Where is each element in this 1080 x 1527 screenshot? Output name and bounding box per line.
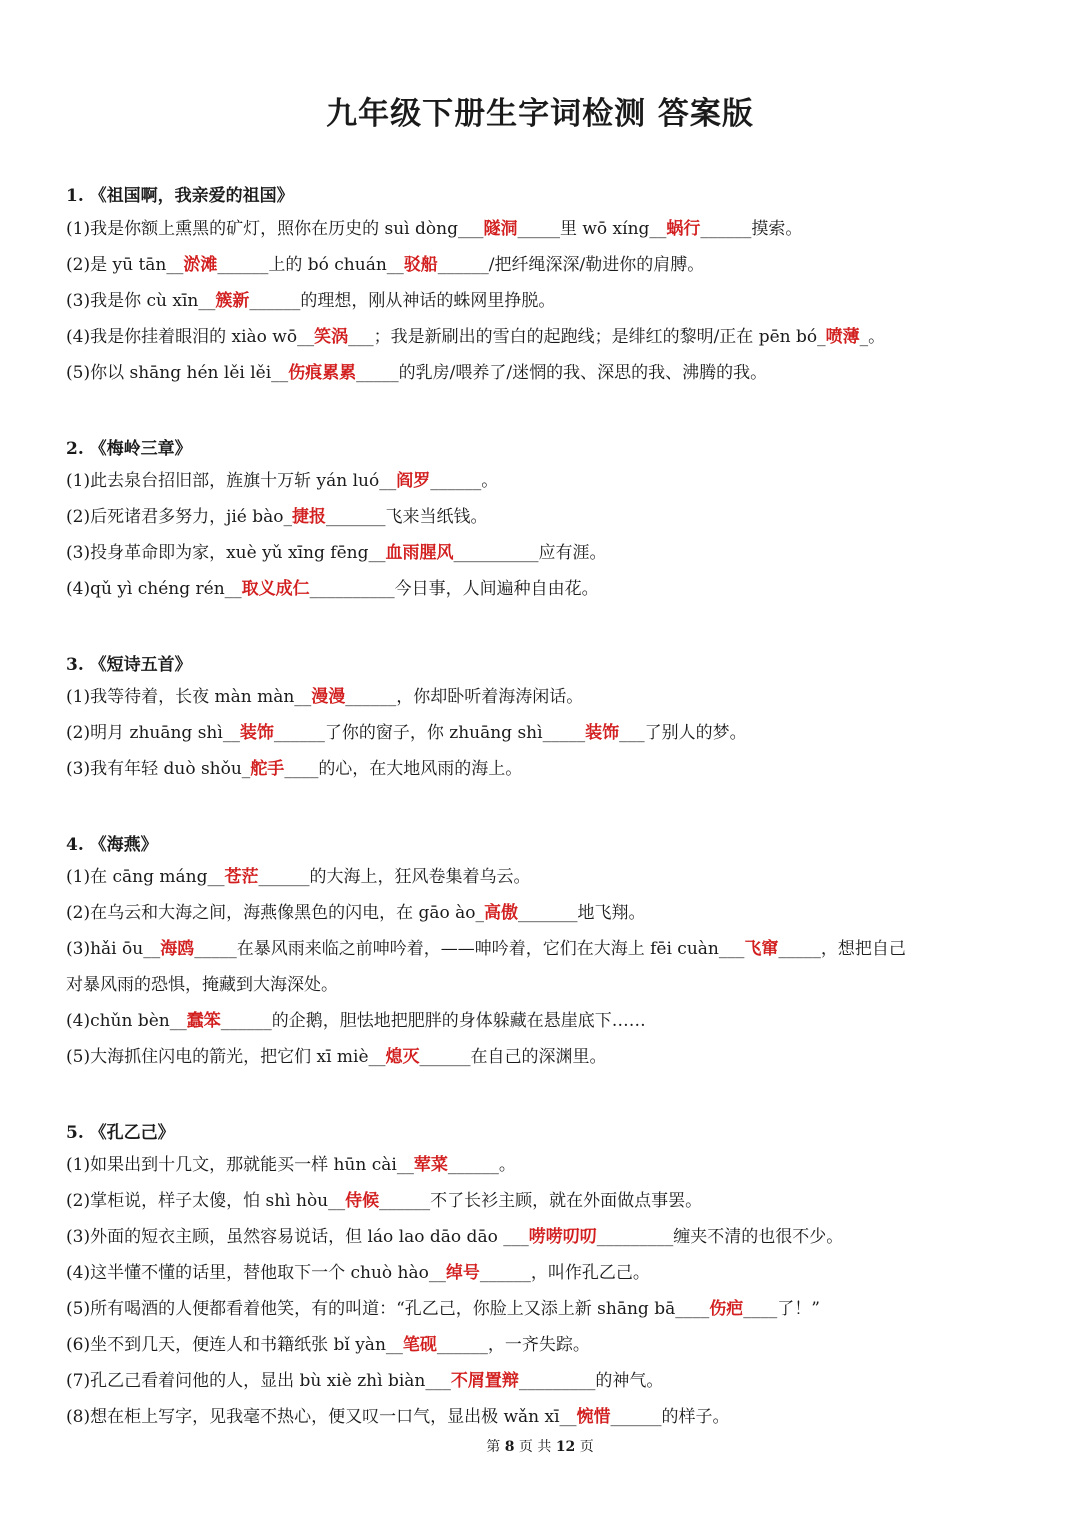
question-text: (3)外面的短衣主顾，虽然容易说话，但 láo lao dāo dāo ___: [66, 1227, 529, 1247]
question-line: [66, 902, 646, 924]
question-text: ______。: [430, 471, 499, 491]
answer-text: 漫漫: [311, 687, 346, 707]
footer-suffix: 页: [579, 1439, 594, 1455]
question-line: [66, 1046, 607, 1068]
section-heading: 2. 《梅岭三章》: [66, 439, 192, 459]
question-text: ______，叫作孔乙己。: [479, 1263, 650, 1283]
question-line: [66, 362, 767, 384]
question-text: ___；我是新刷出的雪白的起跑线；是绯红的黎明/正在 pēn bó_: [348, 327, 826, 347]
question-text: _______地飞翔。: [518, 903, 646, 923]
footer-prefix: 第: [486, 1439, 501, 1455]
answer-text: 簇新: [215, 291, 250, 311]
question-text: (5)所有喝酒的人便都看着他笑，有的叫道：“孔乙己，你脸上又添上新 shāng bā____: [66, 1299, 710, 1319]
question-text: ______的大海上，狂风卷集着乌云。: [258, 867, 531, 887]
question-text: ______的理想，刚从神话的蛛网里挣脱。: [249, 291, 556, 311]
question-text: (3)我是你 cù xīn__: [66, 291, 216, 311]
page-footer: [0, 1436, 1080, 1456]
question-text: (2)是 yū tān__: [66, 255, 184, 275]
question-line: [66, 758, 522, 780]
question-text: 对暴风雨的恐惧，掩藏到大海深处。: [66, 975, 338, 995]
section-heading: 3. 《短诗五首》: [66, 655, 192, 675]
question-text: __________应有涯。: [453, 543, 607, 563]
question-line: [66, 1190, 702, 1212]
section-heading: 1. 《祖国啊，我亲爱的祖国》: [66, 186, 294, 206]
answer-text: 熄灭: [385, 1047, 420, 1067]
question-text: (3)hǎi ōu__: [66, 939, 161, 959]
answer-text: 飞窜: [744, 939, 779, 959]
question-text: ______了你的窗子，你 zhuāng shì_____: [273, 723, 586, 743]
question-line: [66, 938, 906, 960]
question-text: _。: [859, 327, 886, 347]
footer-page-number: 8: [504, 1439, 515, 1455]
question-text: _______飞来当纸钱。: [326, 507, 488, 527]
question-text: (4)chǔn bèn__: [66, 1011, 187, 1031]
question-text: (4)qǔ yì chéng rén__: [66, 579, 242, 599]
question-text: ______不了长衫主顾，就在外面做点事罢。: [379, 1191, 703, 1211]
answer-text: 血雨腥风: [385, 543, 454, 563]
question-text: _____的乳房/喂养了/迷惘的我、深思的我、沸腾的我。: [356, 363, 768, 383]
question-line: [66, 578, 599, 600]
question-line: [66, 1406, 730, 1428]
answer-text: 不屑置辩: [450, 1371, 519, 1391]
question-text: ______，你却卧听着海涛闲话。: [345, 687, 584, 707]
question-line: [66, 506, 488, 528]
answer-text: 取义成仁: [241, 579, 310, 599]
answer-text: 侍候: [345, 1191, 380, 1211]
answer-text: 高傲: [484, 903, 519, 923]
answer-text: 舵手: [250, 759, 285, 779]
answer-text: 淤滩: [183, 255, 218, 275]
answer-text: 隧洞: [483, 219, 518, 239]
answer-text: 荤菜: [413, 1155, 448, 1175]
question-text: (3)我有年轻 duò shǒu_: [66, 759, 251, 779]
question-text: ____了！”: [743, 1299, 820, 1319]
question-line: [66, 542, 606, 564]
answer-text: 驳船: [403, 255, 438, 275]
question-text: ______/把纤绳深深/勒进你的肩膊。: [437, 255, 705, 275]
question-line: [66, 218, 802, 240]
question-line: [66, 686, 583, 708]
answer-text: 唠唠叨叨: [528, 1227, 597, 1247]
question-text: (1)我等待着，长夜 màn màn__: [66, 687, 312, 707]
question-text: ______，一齐失踪。: [436, 1335, 590, 1355]
question-text: (4)我是你挂着眼泪的 xiào wō__: [66, 327, 315, 347]
answer-text: 笔砚: [402, 1335, 437, 1355]
question-line: [66, 326, 885, 348]
question-text: ______。: [447, 1155, 516, 1175]
question-line: [66, 1334, 590, 1356]
section-heading: 5. 《孔乙己》: [66, 1123, 175, 1143]
answer-text: 捷报: [292, 507, 327, 527]
section-heading: 4. 《海燕》: [66, 835, 158, 855]
question-text: (4)这半懂不懂的话里，替他取下一个 chuò hào__: [66, 1263, 446, 1283]
question-line: [66, 1154, 516, 1176]
page-title: 九年级下册生字词检测 答案版: [326, 96, 754, 132]
question-text: _____，想把自己: [778, 939, 906, 959]
question-line: [66, 254, 704, 276]
question-text: (1)此去泉台招旧部，旌旗十万斩 yán luó__: [66, 471, 397, 491]
answer-text: 蜗行: [666, 219, 701, 239]
answer-text: 笑涡: [314, 327, 349, 347]
question-text: __________今日事，人间遍种自由花。: [309, 579, 599, 599]
question-text: ___了别人的梦。: [619, 723, 747, 743]
question-text: _____里 wō xíng__: [517, 219, 667, 239]
answer-text: 装饰: [585, 723, 620, 743]
question-text: (5)你以 shāng hén lěi lěi__: [66, 363, 289, 383]
footer-total-pages: 12: [555, 1439, 576, 1455]
question-text: (1)在 cāng máng__: [66, 867, 225, 887]
question-text: (7)孔乙己看着问他的人，显出 bù xiè zhì biàn___: [66, 1371, 451, 1391]
question-line: [66, 1370, 663, 1392]
question-text: ______摸索。: [700, 219, 803, 239]
answer-text: 绰号: [445, 1263, 480, 1283]
question-line: [66, 470, 498, 492]
question-text: (2)掌柜说，样子太傻，怕 shì hòu__: [66, 1191, 346, 1211]
question-line: [66, 866, 530, 888]
question-text: _________的神气。: [518, 1371, 664, 1391]
question-text: (2)在乌云和大海之间，海燕像黑色的闪电，在 gāo ào_: [66, 903, 485, 923]
question-text: (1)我是你额上熏黑的矿灯，照你在历史的 suì dòng___: [66, 219, 484, 239]
question-text: (8)想在柜上写字，见我毫不热心，便又叹一口气，显出极 wǎn xī__: [66, 1407, 577, 1427]
question-text: ____的心，在大地风雨的海上。: [284, 759, 523, 779]
question-line: [66, 974, 338, 996]
answer-text: 装饰: [239, 723, 274, 743]
question-text: (2)明月 zhuāng shì__: [66, 723, 240, 743]
question-text: (1)如果出到十几文，那就能买一样 hūn cài__: [66, 1155, 414, 1175]
question-text: ______在自己的深渊里。: [419, 1047, 607, 1067]
question-text: (3)投身革命即为家，xuè yǔ xīng fēng__: [66, 543, 386, 563]
answer-text: 蠢笨: [186, 1011, 221, 1031]
question-line: [66, 1262, 650, 1284]
question-text: ______上的 bó chuán__: [217, 255, 404, 275]
answer-text: 喷薄: [825, 327, 860, 347]
question-line: [66, 1010, 646, 1032]
question-text: _____在暴风雨来临之前呻吟着，——呻吟着，它们在大海上 fēi cuàn___: [194, 939, 745, 959]
answer-text: 苍茫: [224, 867, 259, 887]
question-text: ______的样子。: [610, 1407, 730, 1427]
question-text: ______的企鹅，胆怯地把肥胖的身体躲藏在悬崖底下……: [220, 1011, 646, 1031]
question-text: (5)大海抓住闪电的箭光，把它们 xī miè__: [66, 1047, 386, 1067]
answer-text: 伤疤: [709, 1299, 744, 1319]
answer-text: 阎罗: [396, 471, 431, 491]
question-line: [66, 290, 555, 312]
footer-middle: 页 共: [518, 1439, 552, 1455]
question-text: (6)坐不到几天，便连人和书籍纸张 bǐ yàn__: [66, 1335, 403, 1355]
answer-text: 伤痕累累: [288, 363, 357, 383]
question-text: (2)后死诸君多努力，jié bào_: [66, 507, 293, 527]
question-line: [66, 722, 747, 744]
question-text: _________缠夹不清的也很不少。: [596, 1227, 844, 1247]
answer-text: 惋惜: [576, 1407, 611, 1427]
question-line: [66, 1298, 820, 1320]
question-line: [66, 1226, 843, 1248]
answer-text: 海鸥: [160, 939, 195, 959]
